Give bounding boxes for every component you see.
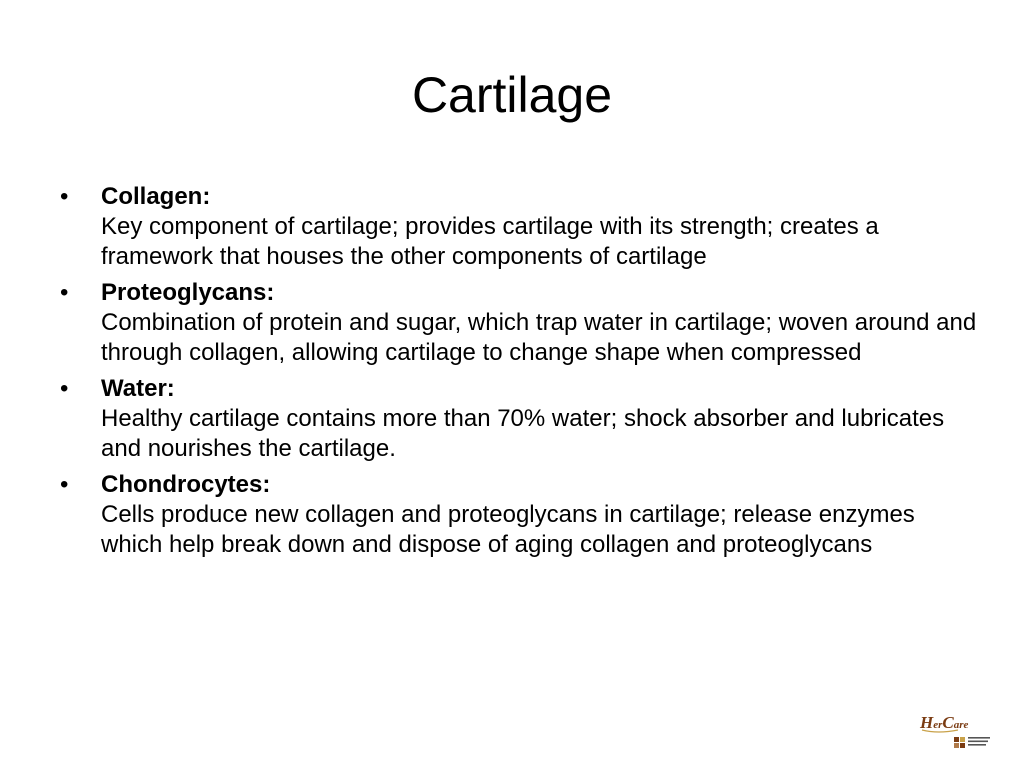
logo-subtext [968,741,988,743]
item-term: Chondrocytes: [101,471,271,498]
bullet-icon: • [60,183,69,210]
logo-block [960,743,965,748]
logo-subtext [968,744,986,746]
item-description: Key component of cartilage; provides cartilage with its strength; creates a framework that houses the other components of cartilage [101,213,879,270]
hercare-logo [918,708,994,750]
logo-subtext [968,737,990,739]
list-item [60,278,980,368]
bullet-icon: • [60,471,69,498]
logo-block [954,737,959,742]
logo-brand-text: HerCare [920,713,969,732]
item-term: Proteoglycans: [101,279,275,306]
item-description: Healthy cartilage contains more than 70% water; shock absorber and lubricates and nourishes the cartilage. [101,405,945,462]
bullet-icon: • [60,279,69,306]
list-item [60,470,980,560]
item-term: Collagen: [101,183,211,210]
item-description: Combination of protein and sugar, which trap water in cartilage; woven around and through collagen, allowing cartilage to change shape when compressed [101,309,977,366]
list-item [60,374,980,464]
slide-title: Cartilage [411,67,613,123]
bullet-list [60,182,980,566]
logo-block [960,737,965,742]
item-term: Water: [101,375,175,402]
list-item [60,182,980,272]
bullet-icon: • [60,375,69,402]
logo-block [954,743,959,748]
item-description: Cells produce new collagen and proteoglycans in cartilage; release enzymes which help break down and dispose of aging collagen and proteoglycans [101,501,915,558]
